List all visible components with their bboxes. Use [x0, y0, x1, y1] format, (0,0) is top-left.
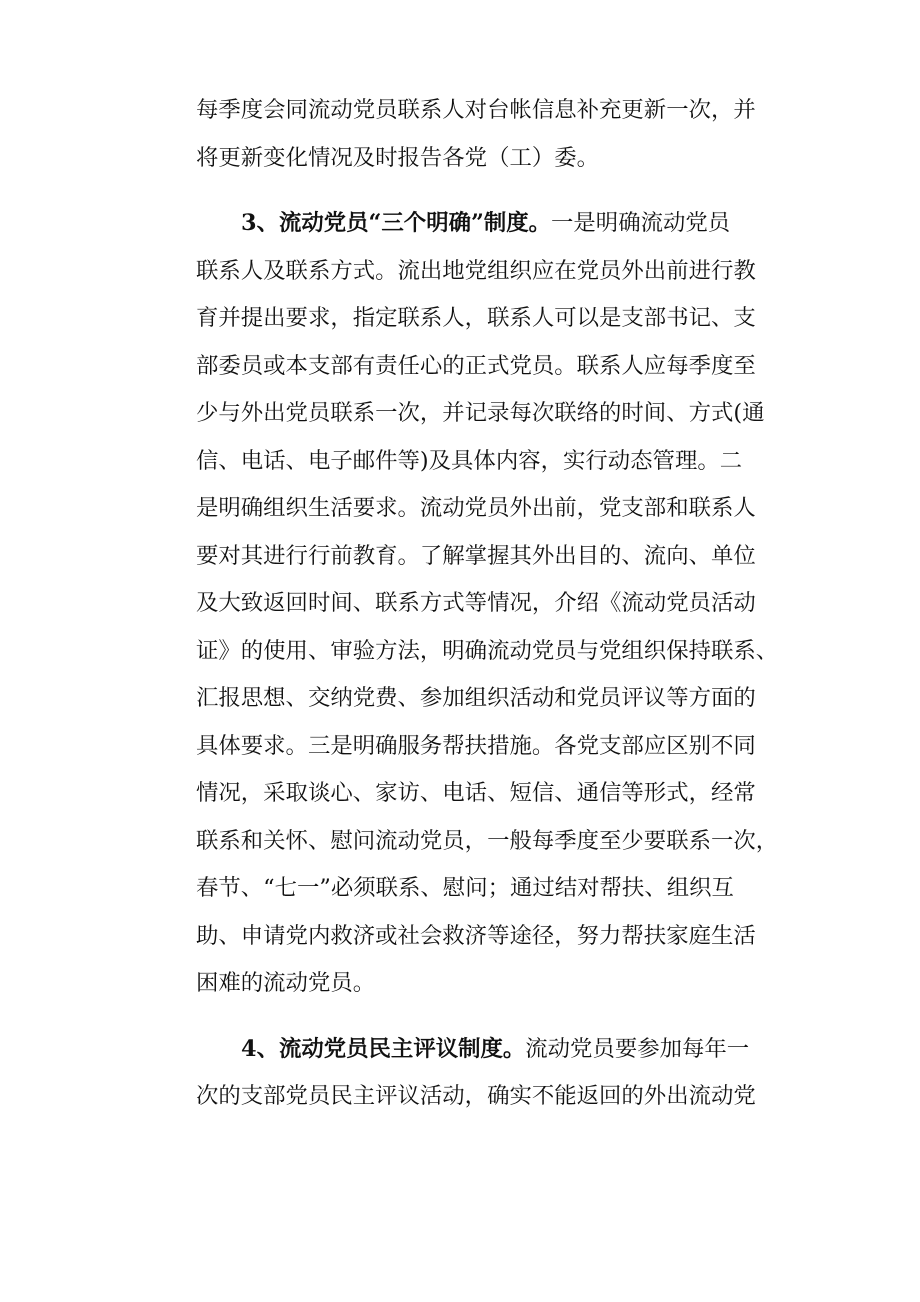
text-span: 流动党员要参加每年一 [525, 1035, 750, 1062]
text-span: 情况，采取谈心、家访、电话、短信、通信等形式，经常 [196, 780, 756, 806]
paragraph-2 [196, 200, 779, 1008]
text-span: 每季度会同流动党员联系人对台帐信息补充更新一次，并 [196, 97, 756, 123]
text-line [196, 200, 731, 248]
text-span: 一是明确流动党员 [551, 210, 731, 236]
text-line [196, 135, 726, 183]
text-line [196, 343, 756, 391]
text-span: 要对其进行行前教育。了解掌握其外出目的、流向、单位 [196, 542, 756, 569]
text-span: 证》的使用、审验方法，明确流动党员与党组织保持联系、 [196, 637, 779, 664]
text-line [196, 913, 756, 961]
text-span: 联系和关怀、慰问流动党员，一般每季度至少要联系一次， [196, 827, 779, 854]
text-line [196, 770, 756, 818]
text-span: 将更新变化情况及时报告各党（工）委。 [196, 144, 600, 171]
text-line [196, 818, 779, 866]
text-line [196, 438, 743, 486]
text-line [196, 1026, 750, 1074]
text-line [196, 865, 734, 913]
document-page [196, 87, 779, 1121]
text-line [196, 295, 756, 343]
text-span: 信、电话、电子邮件等)及具体内容，实行动态管理。二 [196, 447, 743, 474]
text-span: 育并提出要求，指定联系人，联系人可以是支部书记、支 [196, 305, 756, 331]
text-span: 少与外出党员联系一次，并记录每次联络的时间、方式(通 [196, 400, 765, 426]
text-line [196, 248, 756, 296]
text-line [196, 1073, 756, 1121]
text-line [196, 580, 756, 628]
text-line [196, 960, 726, 1008]
text-span: 联系人及联系方式。流出地党组织应在党员外出前进行教 [196, 257, 756, 284]
text-line [196, 723, 756, 771]
text-span: 困难的流动党员。 [196, 970, 376, 996]
text-line [196, 87, 756, 135]
text-line [196, 533, 756, 581]
text-span: 具体要求。三是明确服务帮扶措施。各党支部应区别不同 [196, 732, 756, 759]
text-line [196, 390, 765, 438]
paragraph-gap [196, 182, 726, 200]
text-line [196, 628, 779, 676]
text-span: 次的支部党员民主评议活动，确实不能返回的外出流动党 [196, 1083, 756, 1109]
text-span: 春节、“七一”必须联系、慰问；通过结对帮扶、组织互 [196, 875, 734, 901]
paragraph-3 [196, 1026, 756, 1121]
text-span: 汇报思想、交纳党费、参加组织活动和党员评议等方面的 [196, 685, 756, 711]
text-span: 助、申请党内救济或社会救济等途径，努力帮扶家庭生活 [196, 922, 756, 949]
text-line [196, 675, 756, 723]
text-line [196, 485, 756, 533]
section-heading-4: 4、流动党员民主评议制度。 [241, 1035, 526, 1062]
section-heading-3: 3、流动党员“三个明确”制度。 [241, 210, 552, 236]
text-span: 部委员或本支部有责任心的正式党员。联系人应每季度至 [196, 352, 756, 379]
text-span: 及大致返回时间、联系方式等情况，介绍《流动党员活动 [196, 590, 756, 616]
paragraph-1 [196, 87, 756, 182]
text-span: 是明确组织生活要求。流动党员外出前，党支部和联系人 [196, 495, 756, 521]
paragraph-gap [196, 1008, 726, 1026]
